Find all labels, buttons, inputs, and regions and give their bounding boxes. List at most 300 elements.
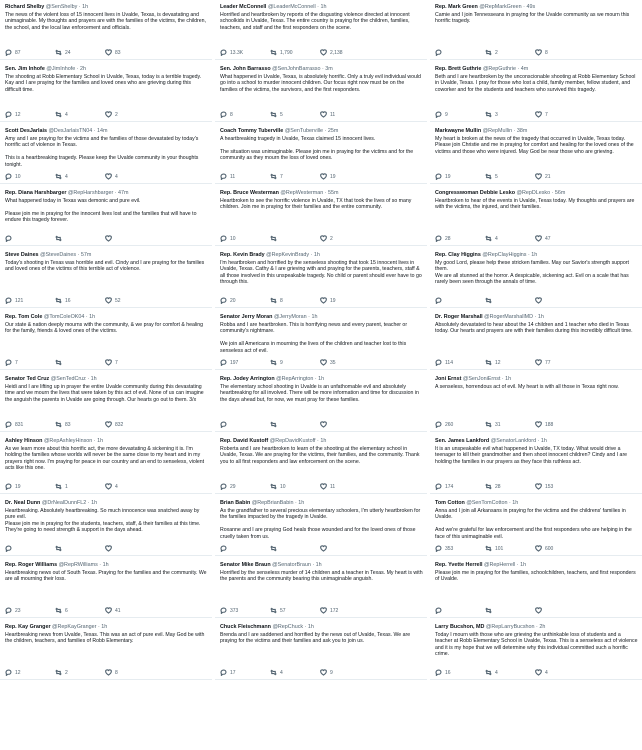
retweet-button[interactable] <box>55 669 105 678</box>
author-name[interactable]: Sen. Jim Inhofe <box>5 66 45 72</box>
heart-icon <box>320 669 327 678</box>
reply-count: 19 <box>15 484 21 490</box>
tweet-header <box>5 314 208 321</box>
author-handle-time: @RepChuck · 1h <box>272 624 314 630</box>
retweet-icon <box>270 173 277 182</box>
author-name[interactable]: Steve Daines <box>5 252 39 258</box>
author-name[interactable]: Rep. Roger Williams <box>5 562 58 568</box>
retweet-button[interactable] <box>270 669 320 678</box>
tweet-card[interactable] <box>430 248 642 308</box>
tweet-card[interactable] <box>0 124 212 184</box>
author-name[interactable]: Scott DesJarlais <box>5 128 47 134</box>
tweet-card[interactable] <box>215 0 427 60</box>
retweet-button[interactable] <box>270 607 320 616</box>
like-button[interactable] <box>535 669 585 678</box>
tweet-card[interactable] <box>215 372 427 432</box>
tweet-text: The elementary school shooting in Uvalde is an unfathomable evil and absolutely heartbreaking for all involved. There will be more information and time for discussion in the days ahead but, for now, we must pray for these families. <box>220 384 419 403</box>
retweet-button[interactable] <box>270 297 320 306</box>
like-button[interactable] <box>105 235 155 244</box>
reply-button[interactable] <box>5 49 55 58</box>
retweet-button[interactable] <box>270 483 320 492</box>
heart-icon <box>535 359 542 368</box>
reply-button[interactable] <box>435 49 485 58</box>
like-button[interactable] <box>320 545 370 554</box>
author-name[interactable]: Congresswoman Debbie Lesko <box>435 190 515 196</box>
retweet-count: 10 <box>280 484 286 490</box>
author-name[interactable]: Joni Ernst <box>435 376 462 382</box>
reply-button[interactable] <box>5 483 55 492</box>
retweet-count: 1,790 <box>280 50 293 56</box>
like-count: 188 <box>545 422 554 428</box>
reply-icon <box>220 173 227 182</box>
tweet-actions <box>220 111 423 119</box>
like-button[interactable] <box>535 49 585 58</box>
retweet-button[interactable] <box>485 669 535 678</box>
author-name[interactable]: Leader McConnell <box>220 4 267 10</box>
retweet-button[interactable] <box>270 359 320 368</box>
heart-icon <box>105 545 112 554</box>
reply-button[interactable] <box>220 235 270 244</box>
like-button[interactable] <box>320 235 370 244</box>
retweet-button[interactable] <box>55 111 105 120</box>
tweet-actions <box>435 111 638 119</box>
like-button[interactable] <box>320 297 370 306</box>
tweet-card[interactable] <box>215 124 427 184</box>
tweet-card[interactable] <box>0 0 212 60</box>
retweet-button[interactable] <box>485 297 535 306</box>
author-name[interactable]: Rep. Kevin Brady <box>220 252 265 258</box>
reply-button[interactable] <box>435 607 485 616</box>
reply-button[interactable] <box>220 483 270 492</box>
author-name[interactable]: Tom Cotton <box>435 500 465 506</box>
author-name[interactable]: Rep. Bruce Westerman <box>220 190 279 196</box>
tweet-card[interactable] <box>430 62 642 122</box>
tweet-card[interactable] <box>215 186 427 246</box>
tweet-actions <box>220 421 423 429</box>
reply-button[interactable] <box>220 421 270 430</box>
author-handle-time: @RepMarkGreen · 49s <box>479 4 536 10</box>
like-count: 21 <box>545 174 551 180</box>
author-name[interactable]: Rep. David Kustoff <box>220 438 269 444</box>
author-handle-time: @RepHerrell · 1h <box>484 562 527 568</box>
retweet-count: 4 <box>280 670 283 676</box>
tweet-header <box>435 190 638 197</box>
tweet-card[interactable] <box>430 434 642 494</box>
reply-button[interactable] <box>5 359 55 368</box>
like-button[interactable] <box>535 173 585 182</box>
reply-button[interactable] <box>435 359 485 368</box>
reply-button[interactable] <box>435 483 485 492</box>
reply-icon <box>5 111 12 120</box>
tweet-card[interactable] <box>430 124 642 184</box>
retweet-icon <box>270 607 277 616</box>
author-name[interactable]: Senator Mike Braun <box>220 562 271 568</box>
retweet-icon <box>55 421 62 430</box>
author-name[interactable]: Rep. Diana Harshbarger <box>5 190 67 196</box>
heart-icon <box>320 235 327 244</box>
reply-count: 29 <box>230 484 236 490</box>
tweet-card[interactable] <box>0 186 212 246</box>
tweet-card[interactable] <box>215 434 427 494</box>
reply-button[interactable] <box>220 545 270 554</box>
reply-button[interactable] <box>220 607 270 616</box>
tweet-actions <box>435 483 638 491</box>
author-name[interactable]: Rep. Kay Granger <box>5 624 51 630</box>
reply-button[interactable] <box>5 545 55 554</box>
author-handle-time: @SenShelby · 1h <box>45 4 89 10</box>
heart-icon <box>105 235 112 244</box>
heart-icon <box>535 49 542 58</box>
reply-icon <box>5 49 12 58</box>
tweet-card[interactable] <box>430 0 642 60</box>
author-name[interactable]: Chuck Fleischmann <box>220 624 271 630</box>
reply-button[interactable] <box>435 669 485 678</box>
like-button[interactable] <box>320 49 370 58</box>
retweet-button[interactable] <box>55 421 105 430</box>
tweet-card[interactable] <box>430 186 642 246</box>
tweet-card[interactable] <box>430 310 642 370</box>
reply-icon <box>435 49 442 58</box>
tweet-header <box>220 624 423 631</box>
tweet-card[interactable] <box>430 372 642 432</box>
like-button[interactable] <box>105 359 155 368</box>
like-button[interactable] <box>105 607 155 616</box>
retweet-button[interactable] <box>55 607 105 616</box>
retweet-icon <box>485 111 492 120</box>
retweet-button[interactable] <box>55 173 105 182</box>
heart-icon <box>535 483 542 492</box>
reply-button[interactable] <box>5 173 55 182</box>
author-name[interactable]: Sen. John Barrasso <box>220 66 271 72</box>
like-button[interactable] <box>320 421 370 430</box>
tweet-text: Horrified by the senseless murder of 14 children and a teacher in Texas. My heart is with the parents and the community bearing this unimaginable anguish. <box>220 570 423 583</box>
like-button[interactable] <box>105 297 155 306</box>
reply-count: 9 <box>445 112 448 118</box>
tweet-actions <box>5 359 208 367</box>
reply-count: 7 <box>15 360 18 366</box>
heart-icon <box>320 545 327 554</box>
heart-icon <box>535 173 542 182</box>
author-name[interactable]: Richard Shelby <box>5 4 45 10</box>
retweet-icon <box>270 669 277 678</box>
reply-count: 87 <box>15 50 21 56</box>
heart-icon <box>105 111 112 120</box>
reply-button[interactable] <box>435 173 485 182</box>
retweet-button[interactable] <box>55 297 105 306</box>
tweet-card[interactable] <box>0 372 212 432</box>
tweet-card[interactable] <box>0 558 212 618</box>
tweet-text: What happened today in Texas was demonic and pure evil. Please join me in praying for the innocent lives lost and the families that will have to endure this tragedy forever. <box>5 198 197 224</box>
reply-icon <box>435 359 442 368</box>
tweet-text: Heartbreaking news out of South Texas. Praying for the families and the community. We are all mourning their loss. <box>5 570 207 583</box>
like-button[interactable] <box>535 545 585 554</box>
tweet-text: Amy and I are praying for the victims and the families of those devastated by today's horrific act of violence in Texas. This is a heartbreaking tragedy. Please keep the Uvalde community in your thoughts tonight. <box>5 136 199 168</box>
tweet-text: Anna and I join all Arkansans in praying for the victims and the childrens' families in Uvalde. And we're grateful for law enforcement and the first responders who are helping in the face of this unimaginable evil. <box>435 508 632 540</box>
reply-icon <box>220 545 227 554</box>
retweet-button[interactable] <box>270 545 320 554</box>
retweet-icon <box>485 483 492 492</box>
reply-icon <box>5 483 12 492</box>
retweet-button[interactable] <box>270 173 320 182</box>
like-button[interactable] <box>105 49 155 58</box>
retweet-button[interactable] <box>55 483 105 492</box>
tweet-text: As we learn more about this horrific act, the more devastating & sickening it is. I'm holding the families whose worlds will never be the same close to my heart and in my prayers right now. I'm praying for peace in our country and an end to senseless, violent acts like this one. <box>5 446 205 472</box>
like-count: 41 <box>115 608 121 614</box>
author-name[interactable]: Rep. Mark Green <box>435 4 478 10</box>
tweet-actions <box>435 173 638 181</box>
author-name[interactable]: Larry Bucshon, MD <box>435 624 485 630</box>
like-button[interactable] <box>320 483 370 492</box>
retweet-button[interactable] <box>55 49 105 58</box>
retweet-icon <box>270 235 277 244</box>
like-button[interactable] <box>105 173 155 182</box>
author-name[interactable]: Rep. Brett Guthrie <box>435 66 482 72</box>
tweet-text: My heart is broken at the news of the tragedy that occurred in Uvalde, Texas today. Please join Christie and me in praying for comfort and healing for the loved ones of the victims and those who were injured. May God be near those who are grieving. <box>435 136 634 155</box>
tweet-column-3 <box>430 0 642 750</box>
tweet-actions <box>435 607 638 615</box>
retweet-button[interactable] <box>270 421 320 430</box>
author-name[interactable]: Coach Tommy Tuberville <box>220 128 284 134</box>
author-name[interactable]: Rep. Clay Higgins <box>435 252 481 258</box>
reply-icon <box>435 173 442 182</box>
retweet-count: 4 <box>65 112 68 118</box>
reply-button[interactable] <box>220 173 270 182</box>
reply-count: 12 <box>15 670 21 676</box>
retweet-icon <box>55 235 62 244</box>
tweet-header <box>5 190 208 197</box>
tweet-text: Our state & nation deeply mourns with the community, & we pray for comfort & healing for the family, friends & loved ones of the victims. <box>5 322 203 335</box>
reply-button[interactable] <box>5 669 55 678</box>
reply-button[interactable] <box>220 111 270 120</box>
retweet-icon <box>55 483 62 492</box>
retweet-count: 2 <box>65 670 68 676</box>
reply-icon <box>220 359 227 368</box>
tweet-header <box>220 190 423 197</box>
like-button[interactable] <box>535 607 585 616</box>
author-name[interactable]: Senator Jerry Moran <box>220 314 273 320</box>
tweet-card[interactable] <box>215 62 427 122</box>
like-count: 83 <box>115 50 121 56</box>
tweet-header <box>220 252 423 259</box>
retweet-button[interactable] <box>270 111 320 120</box>
reply-icon <box>435 111 442 120</box>
like-button[interactable] <box>105 545 155 554</box>
reply-icon <box>435 545 442 554</box>
tweet-header <box>220 314 423 321</box>
tweet-card[interactable] <box>0 310 212 370</box>
author-name[interactable]: Rep. Yvette Herrell <box>435 562 483 568</box>
reply-icon <box>220 111 227 120</box>
author-handle-time: @RepBrianBabin · 1h <box>251 500 305 506</box>
retweet-count: 9 <box>280 360 283 366</box>
author-handle-time: @SenTuberville · 25m <box>284 128 339 134</box>
reply-button[interactable] <box>5 607 55 616</box>
tweet-header <box>220 500 423 507</box>
author-handle-time: @RepMullin · 38m <box>482 128 528 134</box>
tweet-header <box>435 314 638 321</box>
retweet-button[interactable] <box>485 421 535 430</box>
tweet-card[interactable] <box>0 248 212 308</box>
like-count: 8 <box>545 50 548 56</box>
author-name[interactable]: Rep. Jodey Arrington <box>220 376 275 382</box>
author-name[interactable]: Markwayne Mullin <box>435 128 482 134</box>
like-button[interactable] <box>535 235 585 244</box>
heart-icon <box>320 483 327 492</box>
retweet-button[interactable] <box>485 111 535 120</box>
reply-button[interactable] <box>435 297 485 306</box>
tweet-card[interactable] <box>215 248 427 308</box>
like-button[interactable] <box>535 111 585 120</box>
tweet-card[interactable] <box>0 496 212 556</box>
tweet-text: My good Lord, please help these stricken families. May our Savior's strength support them. We are all stunned at the horror. A despicable, sickening act. Evil on a scale that has rarely been seen through the annals of time. <box>435 260 629 286</box>
reply-button[interactable] <box>5 235 55 244</box>
tweet-card[interactable] <box>0 62 212 122</box>
author-handle-time: @RepHarshbarger · 47m <box>67 190 129 196</box>
tweet-text: Heartbroken to hear of the events in Uvalde, Texas today. My thoughts and prayers are with the victims, the injured, and their families. <box>435 198 635 211</box>
reply-icon <box>435 669 442 678</box>
retweet-icon <box>485 297 492 306</box>
reply-button[interactable] <box>5 111 55 120</box>
tweet-header <box>435 376 638 383</box>
like-button[interactable] <box>320 669 370 678</box>
author-name[interactable]: Brian Babin <box>220 500 251 506</box>
tweet-card[interactable] <box>430 620 642 680</box>
author-name[interactable]: Sen. James Lankford <box>435 438 490 444</box>
tweet-actions <box>435 49 638 57</box>
reply-button[interactable] <box>435 545 485 554</box>
author-handle-time: @JerryMoran · 1h <box>273 314 318 320</box>
tweet-header <box>5 438 208 445</box>
like-button[interactable] <box>535 297 585 306</box>
tweet-card[interactable] <box>0 620 212 680</box>
like-button[interactable] <box>320 607 370 616</box>
like-button[interactable] <box>320 173 370 182</box>
heart-icon <box>320 49 327 58</box>
reply-count: 831 <box>15 422 24 428</box>
author-name[interactable]: Senator Ted Cruz <box>5 376 50 382</box>
author-handle-time: @RepWesterman · 55m <box>280 190 339 196</box>
reply-button[interactable] <box>220 669 270 678</box>
heart-icon <box>320 421 327 430</box>
like-button[interactable] <box>535 359 585 368</box>
reply-icon <box>5 421 12 430</box>
reply-icon <box>220 483 227 492</box>
tweet-text: Beth and I are heartbroken by the unconscionable shooting at Robb Elementary School in Uvalde, Texas. I pray for those who lost a child, family member, fellow student, and coworker and for the students and teachers who survived this tragedy. <box>435 74 636 93</box>
reply-count: 19 <box>445 174 451 180</box>
retweet-button[interactable] <box>270 235 320 244</box>
retweet-button[interactable] <box>55 545 105 554</box>
author-handle-time: @RepLarryBucshon · 2h <box>485 624 546 630</box>
reply-button[interactable] <box>220 359 270 368</box>
author-handle-time: @SenatorLankford · 1h <box>490 438 547 444</box>
author-handle-time: @SenJoniErnst · 1h <box>462 376 512 382</box>
retweet-count: 1 <box>65 484 68 490</box>
like-button[interactable] <box>320 359 370 368</box>
reply-icon <box>5 173 12 182</box>
like-button[interactable] <box>105 111 155 120</box>
retweet-button[interactable] <box>270 49 320 58</box>
reply-icon <box>5 545 12 554</box>
retweet-count: 83 <box>65 422 71 428</box>
reply-button[interactable] <box>5 421 55 430</box>
tweet-text: A senseless, horrendous act of evil. My heart is with all those in Texas right now. <box>435 384 619 390</box>
retweet-button[interactable] <box>485 49 535 58</box>
reply-button[interactable] <box>435 111 485 120</box>
retweet-button[interactable] <box>55 359 105 368</box>
reply-button[interactable] <box>220 49 270 58</box>
reply-icon <box>5 607 12 616</box>
retweet-button[interactable] <box>485 359 535 368</box>
tweet-actions <box>220 359 423 367</box>
author-handle-time: @RepArrington · 1h <box>276 376 325 382</box>
like-count: 832 <box>115 422 124 428</box>
reply-icon <box>5 359 12 368</box>
reply-count: 28 <box>445 236 451 242</box>
retweet-button[interactable] <box>55 235 105 244</box>
like-button[interactable] <box>320 111 370 120</box>
tweet-header <box>5 4 208 11</box>
retweet-count: 4 <box>495 236 498 242</box>
tweet-text: I'm heartbroken and horrified by the senseless shooting that took 15 innocent lives in Uvalde, Texas. Cathy & I are grieving with and praying for the parents, teachers, staff & all those involved in this unspeakable tragedy. No child or parent should ever have to go through this. <box>220 260 422 286</box>
retweet-button[interactable] <box>485 235 535 244</box>
reply-button[interactable] <box>220 297 270 306</box>
reply-button[interactable] <box>435 421 485 430</box>
tweet-text: The news of the violent loss of 15 innocent lives in Uvalde, Texas, is devastating and unimaginable. My thoughts and prayers are with the families of the victims, the children, the school, and the local law enforcement and officials. <box>5 12 206 31</box>
like-button[interactable] <box>105 421 155 430</box>
heart-icon <box>105 483 112 492</box>
retweet-count: 6 <box>65 608 68 614</box>
like-button[interactable] <box>535 421 585 430</box>
retweet-icon <box>270 49 277 58</box>
tweet-card[interactable] <box>215 558 427 618</box>
tweet-card[interactable] <box>215 310 427 370</box>
retweet-count: 2 <box>495 50 498 56</box>
tweet-card[interactable] <box>215 496 427 556</box>
author-handle-time: @SteveDaines · 57m <box>40 252 92 258</box>
heart-icon <box>320 173 327 182</box>
tweet-text: As the grandfather to several precious elementary schoolers, I'm utterly heartbroken for the families impacted by the tragedy in Uvalde. Roxanne and I are praying God heals those wounded and for the loved ones of those cruelly taken from us. <box>220 508 421 540</box>
tweet-card[interactable] <box>0 434 212 494</box>
retweet-button[interactable] <box>485 545 535 554</box>
retweet-count: 4 <box>65 174 68 180</box>
tweet-text: Heidi and I are lifting up in prayer the entire Uvalde community during this devastating time and we mourn the lives that were taken by this act of evil. None of us can imagine the anguish the parents in Uvalde are going through. Our hearts go out to them. 3/x <box>5 384 204 403</box>
author-name[interactable]: Dr. Neal Dunn <box>5 500 41 506</box>
tweet-text: Absolutely devastated to hear about the 14 children and 1 teacher who died in Texas today. Our hearts and prayers are with their families during this incredibly difficult time. <box>435 322 633 335</box>
reply-icon <box>220 297 227 306</box>
tweet-card[interactable] <box>430 496 642 556</box>
author-handle-time: @SenTedCruz · 1h <box>50 376 97 382</box>
reply-button[interactable] <box>435 235 485 244</box>
tweet-card[interactable] <box>215 620 427 680</box>
reply-button[interactable] <box>5 297 55 306</box>
retweet-button[interactable] <box>485 483 535 492</box>
retweet-button[interactable] <box>485 607 535 616</box>
heart-icon <box>535 297 542 306</box>
retweet-icon <box>485 235 492 244</box>
like-button[interactable] <box>535 483 585 492</box>
heart-icon <box>320 297 327 306</box>
author-name[interactable]: Rep. Tom Cole <box>5 314 43 320</box>
reply-count: 8 <box>230 112 233 118</box>
like-button[interactable] <box>105 483 155 492</box>
like-button[interactable] <box>105 669 155 678</box>
author-name[interactable]: Ashley Hinson <box>5 438 43 444</box>
author-name[interactable]: Dr. Roger Marshall <box>435 314 483 320</box>
retweet-button[interactable] <box>485 173 535 182</box>
tweet-card[interactable] <box>430 558 642 618</box>
reply-count: 13.3K <box>230 50 244 56</box>
reply-icon <box>220 421 227 430</box>
